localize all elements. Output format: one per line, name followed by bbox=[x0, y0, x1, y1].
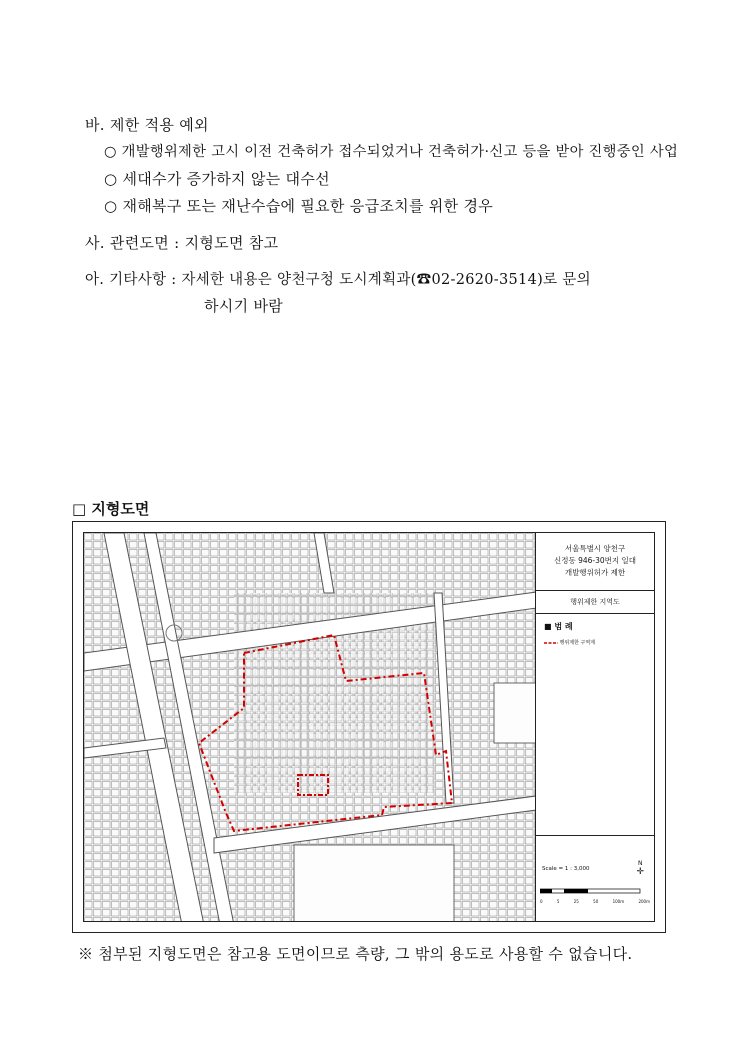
legend-title-line: 신정동 946-30번지 일대 bbox=[553, 556, 637, 565]
section-ba-heading: 바. 제한 적용 예외 bbox=[85, 116, 209, 134]
legend-title-line: 개발행위허가 제한 bbox=[564, 568, 626, 577]
map-section-title: □ 지형도면 bbox=[72, 500, 150, 518]
legend-title bbox=[536, 533, 654, 591]
scale-ticks bbox=[540, 899, 650, 904]
exception-item-3: ○ 재해복구 또는 재난수습에 필요한 응급조치를 위한 경우 bbox=[104, 197, 494, 215]
legend-item bbox=[544, 639, 595, 646]
scale-tick: 200m bbox=[638, 899, 650, 904]
scale-tick: 25 bbox=[573, 899, 579, 904]
legend-title-line: 서울특별시 양천구 bbox=[564, 544, 626, 553]
section-a-line2: 하시기 바람 bbox=[204, 297, 284, 315]
legend-heading: ■ 범 례 bbox=[544, 622, 573, 631]
scale-tick: 5 bbox=[556, 899, 560, 904]
section-sa-text: 사. 관련도면 : 지형도면 참고 bbox=[85, 234, 279, 252]
large-block bbox=[294, 845, 454, 922]
exception-item-2: ○ 세대수가 증가하지 않는 대수선 bbox=[104, 170, 330, 188]
scale-bar bbox=[540, 888, 650, 896]
topographic-map bbox=[83, 532, 655, 922]
section-a-line1: 아. 기타사항 : 자세한 내용은 양천구청 도시계획과(☎02-2620-3514)로 문의 bbox=[85, 272, 591, 288]
legend-boundary-swatch bbox=[544, 640, 558, 646]
scale-tick: 50 bbox=[593, 899, 599, 904]
footer-note: ※ 첨부된 지형도면은 참고용 도면이므로 측량, 그 밖의 용도로 사용할 수 없습니다. bbox=[78, 945, 633, 963]
exception-item-1: ○ 개발행위제한 고시 이전 건축허가 접수되었거나 건축허가·신고 등을 받아 진행중인 사업 bbox=[104, 144, 679, 160]
map-legend-panel bbox=[535, 533, 654, 921]
scale-box bbox=[536, 835, 654, 921]
legend-subtitle: 행위제한 지역도 bbox=[536, 591, 654, 614]
topographic-map-frame bbox=[72, 521, 666, 933]
scale-tick: 100m bbox=[612, 899, 625, 904]
legend-item-label: 행위제한 구역계 bbox=[559, 640, 595, 646]
north-label: N bbox=[637, 860, 643, 867]
scale-label: Scale = 1 : 3,000 bbox=[542, 866, 590, 872]
scale-tick: 0 bbox=[540, 899, 543, 904]
north-arrow-icon: N ✛ bbox=[636, 860, 644, 877]
